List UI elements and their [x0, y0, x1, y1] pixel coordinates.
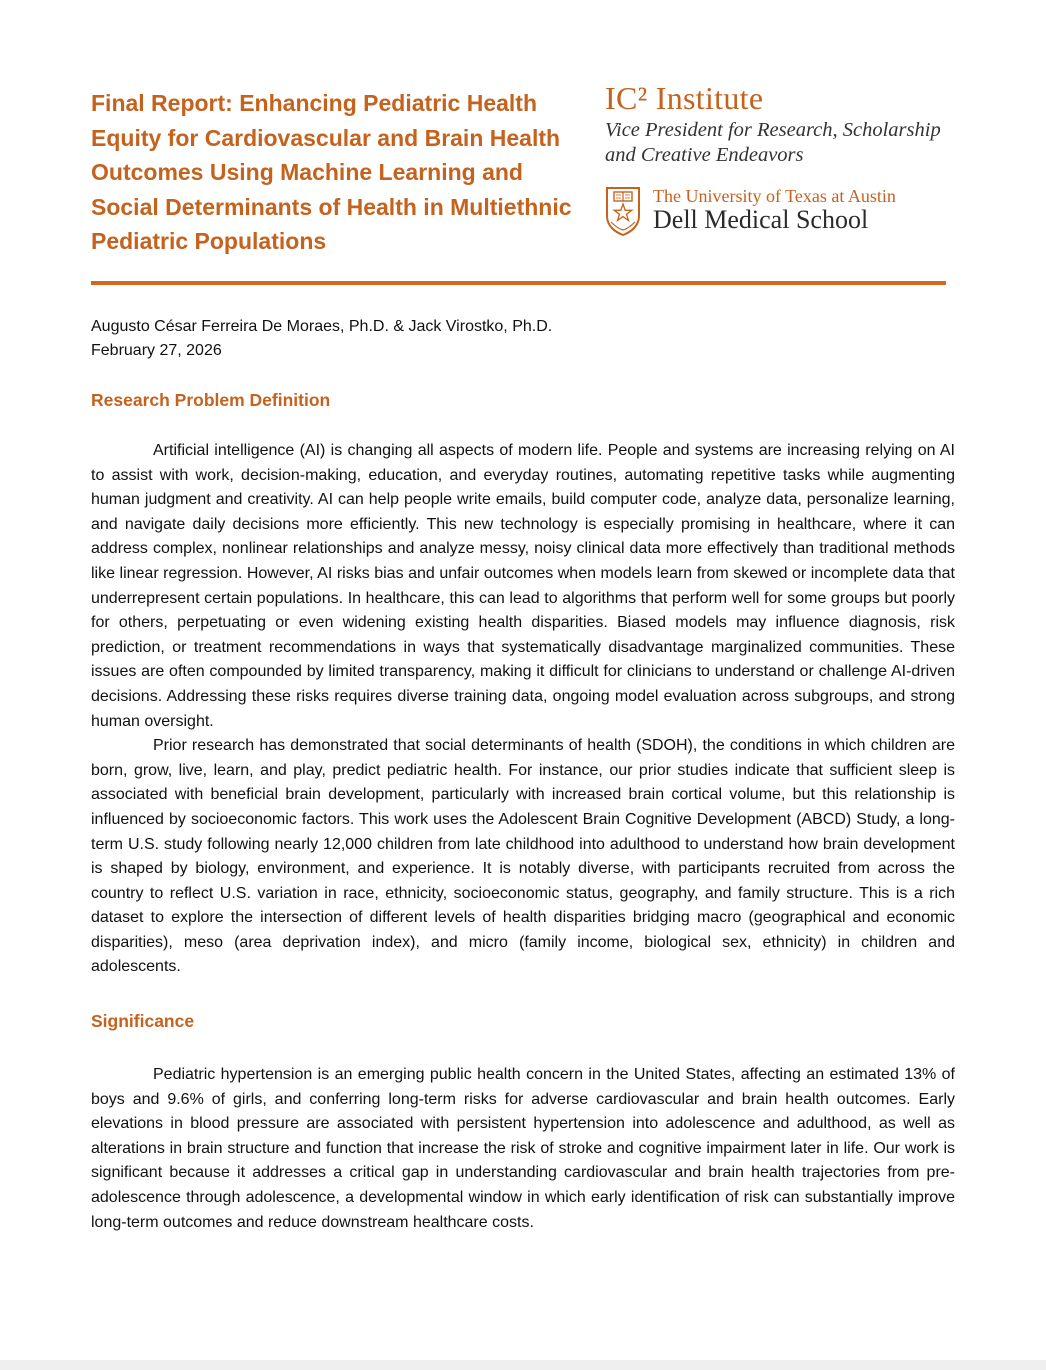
paragraph: Prior research has demonstrated that social determinants of health (SDOH), the conditions in which children are born, grow, live, learn, and play, predict pediatric health. For instance, our prior studies indicate that sufficient sleep is associated with beneficial brain development, particularly with increased brain cortical volume, but this relationship is influenced by socioeconomic factors. This work uses the Adolescent Brain Cognitive Development (ABCD) Study, a long-term U.S. study following nearly 12,000 children from late childhood into adulthood to understand how brain development is shaped by biology, environment, and experience. It is notably diverse, with participants recruited from across the country to reflect U.S. variation in race, ethnicity, socioeconomic status, geography, and family structure. This is a rich dataset to explore the intersection of different levels of health disparities bridging macro (geographical and economic disparities), meso (area deprivation index), and micro (family income, biological sex, ethnicity) in children and adolescents.	[91, 737, 955, 976]
ic2-institute-subtitle: Vice President for Research, Scholarship and Creative Endeavors	[605, 119, 941, 166]
report-date: February 27, 2026	[91, 342, 222, 359]
section-heading-research-problem: Research Problem Definition	[91, 390, 331, 410]
report-meta	[91, 315, 552, 363]
dell-medical-school-logo	[605, 186, 896, 236]
paragraph: Artificial intelligence (AI) is changing all aspects of modern life. People and systems are increasing relying on AI to assist with work, decision-making, education, and everyday routines, automating repetitive tasks while augmenting human judgment and creativity. AI can help people write emails, build computer code, analyze data, personalize learning, and navigate daily decisions more efficiently. This new technology is especially promising in healthcare, where it can address complex, nonlinear relationships and analyze messy, noisy clinical data more effectively than traditional methods like linear regression. However, AI risks bias and unfair outcomes when models learn from skewed or incomplete data that underrepresent certain populations. In healthcare, this can lead to algorithms that perform well for some groups but poorly for others, perpetuating or even widening existing health disparities. Biased models may influence diagnosis, risk prediction, or treatment recommendations in ways that systematically disadvantage marginalized communities. These issues are often compounded by limited transparency, making it difficult for clinicians to understand or challenge AI-driven decisions. Addressing these risks requires diverse training data, ongoing model evaluation across subgroups, and strong human oversight.	[91, 442, 955, 730]
header-divider	[91, 281, 946, 285]
report-title: Final Report: Enhancing Pediatric Health Equity for Cardiovascular and Brain Health Outcomes Using Machine Learning and Social Determinants of Health in Multiethnic Pediatric Populations	[91, 90, 572, 254]
ut-seal-icon	[605, 186, 641, 236]
authors: Augusto César Ferreira De Moraes, Ph.D. & Jack Virostko, Ph.D.	[91, 318, 553, 335]
significance-body	[91, 1063, 955, 1235]
dell-medical-school-name: Dell Medical School	[653, 205, 869, 234]
paragraph: Pediatric hypertension is an emerging public health concern in the United States, affecting an estimated 13% of boys and 9.6% of girls, and conferring long-term risks for adverse cardiovascular and brain health outcomes. Early elevations in blood pressure are associated with persistent hypertension into adolescence and adulthood, as well as alterations in brain structure and function that increase the risk of stroke and cognitive impairment later in life. Our work is significant because it addresses a critical gap in understanding cardiovascular and brain health trajectories from pre-adolescence through adolescence, a developmental window in which early identification of risk can substantially improve long-term outcomes and reduce downstream healthcare costs.	[91, 1066, 955, 1231]
section-heading-significance: Significance	[91, 1011, 195, 1031]
ic2-institute-logo: IC² Institute	[605, 80, 764, 116]
institution-logos	[605, 80, 985, 234]
research-problem-body	[91, 439, 955, 980]
page-bottom-edge	[0, 1360, 1046, 1370]
ut-austin-name: The University of Texas at Austin	[653, 186, 896, 206]
